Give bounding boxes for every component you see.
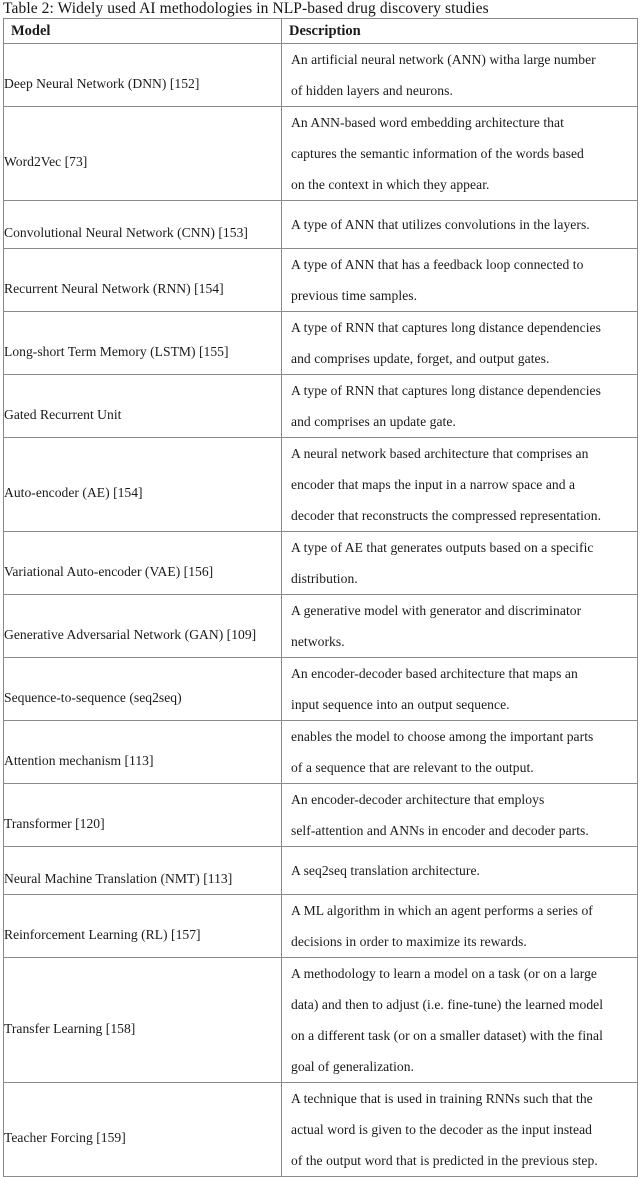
column-header-description (282, 19, 638, 44)
description-line: An encoder-decoder based architecture that maps an (291, 666, 578, 681)
model-label: Convolutional Neural Network (CNN) [153] (4, 225, 248, 240)
table-row (4, 595, 638, 658)
description-line: of hidden layers and neurons. (291, 83, 453, 98)
model-label: Transfer Learning [158] (4, 1020, 136, 1036)
methodologies-table (3, 18, 638, 1177)
description-line: distribution. (291, 571, 358, 586)
description-line: of a sequence that are relevant to the output. (291, 760, 534, 775)
description-line: on a different task (or on a smaller dataset) with the final (291, 1028, 603, 1043)
cell-model (4, 658, 282, 721)
cell-description (282, 658, 638, 721)
model-label: Neural Machine Translation (NMT) [113] (4, 871, 233, 886)
description-line: networks. (291, 634, 345, 649)
cell-model (4, 595, 282, 658)
model-label: Word2Vec [73] (4, 154, 88, 169)
cell-description (282, 375, 638, 438)
description-line: A type of ANN that utilizes convolutions in the layers. (291, 217, 590, 232)
model-label: Teacher Forcing [159] (4, 1130, 126, 1145)
cell-model (4, 847, 282, 895)
cell-description (282, 895, 638, 958)
table-row (4, 107, 638, 201)
description-line: An artificial neural network (ANN) witha large number (291, 52, 596, 67)
table-row (4, 201, 638, 249)
cell-model (4, 721, 282, 784)
model-label: Variational Auto-encoder (VAE) [156] (4, 563, 214, 579)
model-label: Transformer [120] (4, 815, 105, 831)
table-body (4, 44, 638, 1177)
column-header-model-label: Model (11, 23, 51, 39)
description-line: enables the model to choose among the important parts (291, 729, 594, 744)
description-line: A type of AE that generates outputs based on a specific (291, 540, 594, 555)
model-label: Auto-encoder (AE) [154] (4, 485, 143, 500)
cell-description (282, 595, 638, 658)
table-row (4, 312, 638, 375)
cell-model (4, 532, 282, 595)
cell-description (282, 312, 638, 375)
table-row (4, 895, 638, 958)
description-line: input sequence into an output sequence. (291, 697, 510, 712)
table-row (4, 658, 638, 721)
table-caption: Table 2: Widely used AI methodologies in NLP-based drug discovery studies (3, 0, 489, 17)
description-line: actual word is given to the decoder as the input instead (291, 1122, 593, 1137)
model-label: Attention mechanism [113] (4, 752, 154, 768)
table-row (4, 249, 638, 312)
description-line: An encoder-decoder architecture that employs (291, 792, 545, 807)
cell-description (282, 44, 638, 107)
model-label: Deep Neural Network (DNN) [152] (4, 75, 200, 91)
cell-description (282, 107, 638, 201)
description-line: on the context in which they appear. (291, 177, 490, 192)
description-line: data) and then to adjust (i.e. fine-tune) the learned model (291, 997, 604, 1012)
cell-model (4, 249, 282, 312)
description-line: and comprises update, forget, and output gates. (291, 351, 550, 366)
description-line: decisions in order to maximize its rewards. (291, 934, 527, 949)
table-row (4, 721, 638, 784)
description-line: captures the semantic information of the words based (291, 146, 584, 161)
cell-description (282, 958, 638, 1083)
description-line: of the output word that is predicted in the previous step. (291, 1153, 598, 1168)
cell-description (282, 532, 638, 595)
model-label: Reinforcement Learning (RL) [157] (4, 926, 201, 942)
cell-description (282, 721, 638, 784)
cell-model (4, 375, 282, 438)
table-row (4, 44, 638, 107)
cell-model (4, 107, 282, 201)
model-label: Sequence-to-sequence (seq2seq) (4, 689, 182, 705)
column-header-model (4, 19, 282, 44)
cell-description (282, 847, 638, 895)
description-line: A type of RNN that captures long distance dependencies (291, 383, 601, 398)
description-line: decoder that reconstructs the compressed representation. (291, 508, 602, 523)
table-row (4, 784, 638, 847)
description-line: previous time samples. (291, 288, 418, 303)
model-label: Recurrent Neural Network (RNN) [154] (4, 280, 224, 296)
cell-model (4, 44, 282, 107)
description-line: A ML algorithm in which an agent performs a series of (291, 903, 593, 918)
cell-model (4, 1083, 282, 1177)
description-line: A neural network based architecture that comprises an (291, 446, 589, 461)
table-header-row (4, 19, 638, 44)
table-row (4, 847, 638, 895)
table-row (4, 958, 638, 1083)
table-header (4, 19, 638, 44)
cell-description (282, 249, 638, 312)
cell-model (4, 784, 282, 847)
column-header-description-label: Description (289, 23, 361, 39)
model-label: Generative Adversarial Network (GAN) [109] (4, 626, 257, 642)
description-line: goal of generalization. (291, 1059, 415, 1074)
cell-model (4, 201, 282, 249)
description-line: encoder that maps the input in a narrow space and a (291, 477, 576, 492)
description-line: and comprises an update gate. (291, 414, 456, 429)
table-row (4, 532, 638, 595)
description-line: A generative model with generator and discriminator (291, 603, 582, 618)
description-line: A seq2seq translation architecture. (291, 863, 480, 878)
description-line: A methodology to learn a model on a task (or on a large (291, 966, 598, 981)
table-row (4, 1083, 638, 1177)
model-label: Gated Recurrent Unit (4, 406, 122, 422)
cell-model (4, 895, 282, 958)
cell-description (282, 1083, 638, 1177)
table-row (4, 375, 638, 438)
cell-model (4, 438, 282, 532)
model-label: Long-short Term Memory (LSTM) [155] (4, 343, 229, 359)
cell-model (4, 312, 282, 375)
description-line: A type of ANN that has a feedback loop connected to (291, 257, 584, 272)
description-line: self-attention and ANNs in encoder and decoder parts. (291, 823, 589, 838)
cell-description (282, 784, 638, 847)
description-line: An ANN-based word embedding architecture that (291, 115, 564, 130)
cell-model (4, 958, 282, 1083)
description-line: A type of RNN that captures long distance dependencies (291, 320, 601, 335)
cell-description (282, 201, 638, 249)
description-line: A technique that is used in training RNNs such that the (291, 1091, 593, 1106)
cell-description (282, 438, 638, 532)
table-row (4, 438, 638, 532)
